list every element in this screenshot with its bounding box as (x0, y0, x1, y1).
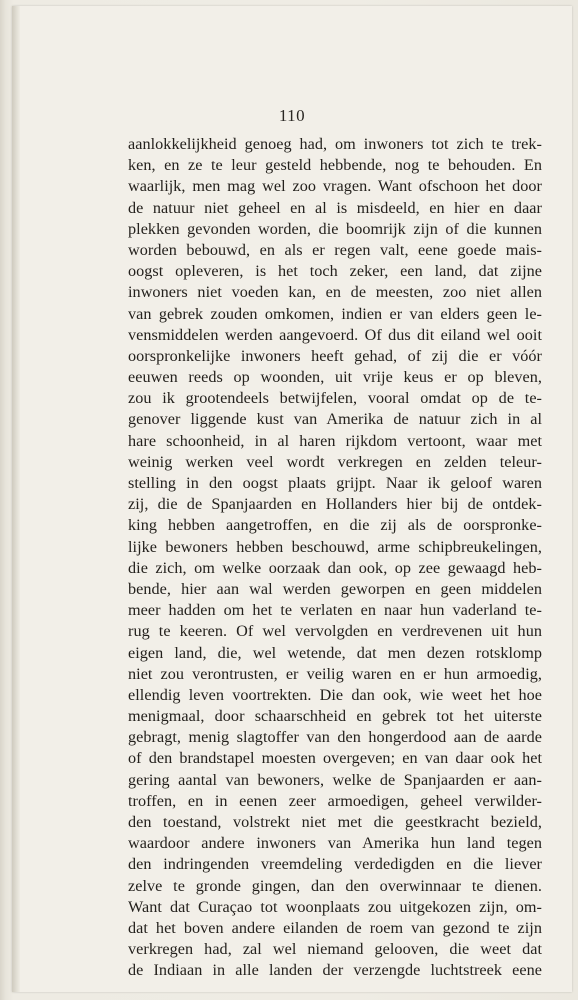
text-line: zij, die de Spanjaarden en Hollanders hier bij de ontdek- (128, 495, 542, 514)
text-line: rug te keeren. Of wel vervolgden en verdrevenen uit hun (128, 622, 542, 641)
text-line: aanlokkelijkheid genoeg had, om inwoners tot zich te trek- (128, 135, 542, 153)
text-line: zelve te gronde gingen, dan den overwinnaar te dienen. (128, 876, 542, 895)
text-line: waarlijk, men mag wel zoo vragen. Want ofschoon het door (128, 177, 542, 196)
text-line: waardoor andere inwoners van Amerika hun land tegen (128, 834, 542, 853)
text-line: eeuwen reeds op woonden, uit vrije keus er op bleven, (128, 368, 542, 387)
text-line: hare schoonheid, in al haren rijkdom vertoont, waar met (128, 431, 542, 450)
text-line: plekken gevonden worden, die boomrijk zijn of die kunnen (128, 219, 542, 238)
text-line: genover liggende kust van Amerika de natuur zich in al (128, 410, 542, 429)
text-line: king hebben aangetroffen, en die zij als de oorspronke- (128, 516, 542, 535)
text-line: gebragt, menig slagtoffer van den hongerdood aan de aarde (128, 728, 542, 747)
text-line: inwoners niet voeden kan, en de meesten, zoo niet allen (128, 283, 542, 302)
text-line: die zich, om welke oorzaak dan ook, op zee gewaagd heb- (128, 558, 542, 577)
body-text (128, 134, 542, 982)
text-line: worden bebouwd, en als er regen valt, eene goede mais- (128, 240, 542, 259)
text-line: niet zou verontrusten, er veilig waren en er hun armoedig, (128, 664, 542, 683)
book-page (12, 6, 572, 992)
text-line: zou ik grootendeels betwijfelen, vooral omdat op de te- (128, 389, 542, 408)
text-line: de Indiaan in alle landen der verzengde luchtstreek eene (128, 961, 542, 980)
text-line: Want dat Curaçao tot woonplaats zou uitgekozen zijn, om- (128, 897, 542, 916)
text-line: of den brandstapel moesten overgeven; en van daar ook het (128, 749, 542, 768)
text-line: oorspronkelijke inwoners heeft gehad, of zij die er vóór (128, 346, 542, 365)
text-line: stelling in den oogst plaats grijpt. Naar ik geloof waren (128, 474, 542, 492)
text-line: troffen, en in eenen zeer armoedigen, geheel verwilder- (128, 791, 542, 810)
text-line: den indringenden vreemdeling verdedigden en die liever (128, 855, 542, 874)
text-line: van gebrek zouden omkomen, indien er van elders geen le- (128, 304, 542, 323)
text-line: vensmiddelen werden aangevoerd. Of dus dit eiland wel ooit (128, 325, 542, 344)
text-line: verkregen had, zal wel niemand gelooven, die weet dat (128, 940, 542, 959)
text-line: de natuur niet geheel en al is misdeeld, en hier en daar (128, 198, 542, 217)
text-line: dat het boven andere eilanden de roem van gezond te zijn (128, 918, 542, 937)
text-line: gering aantal van bewoners, welke de Spanjaarden er aan- (128, 770, 542, 789)
text-line: menigmaal, door schaarschheid en gebrek tot het uiterste (128, 707, 542, 726)
text-line: ken, en ze te leur gesteld hebbende, nog te behouden. En (128, 156, 542, 175)
text-line: bende, hier aan wal werden geworpen en geen middelen (128, 579, 542, 598)
text-line: lijke bewoners hebben beschouwd, arme schipbreukelingen, (128, 537, 542, 556)
text-line: eigen land, die, wel wetende, dat men dezen rotsklomp (128, 643, 542, 662)
text-line: oogst opleveren, is het toch zeker, een land, dat zijne (128, 262, 542, 281)
text-line: den toestand, volstrekt niet met die geestkracht bezield, (128, 813, 542, 831)
page-number: 110 (278, 106, 306, 125)
text-line: meer hadden om het te verlaten en naar hun vaderland te- (128, 601, 542, 620)
text-line: ellendig leven voortrekten. Die dan ook, wie weet het hoe (128, 685, 542, 704)
text-line: weinig werken veel wordt verkregen en zelden teleur- (128, 452, 542, 471)
page-spine-shadow (12, 6, 20, 992)
